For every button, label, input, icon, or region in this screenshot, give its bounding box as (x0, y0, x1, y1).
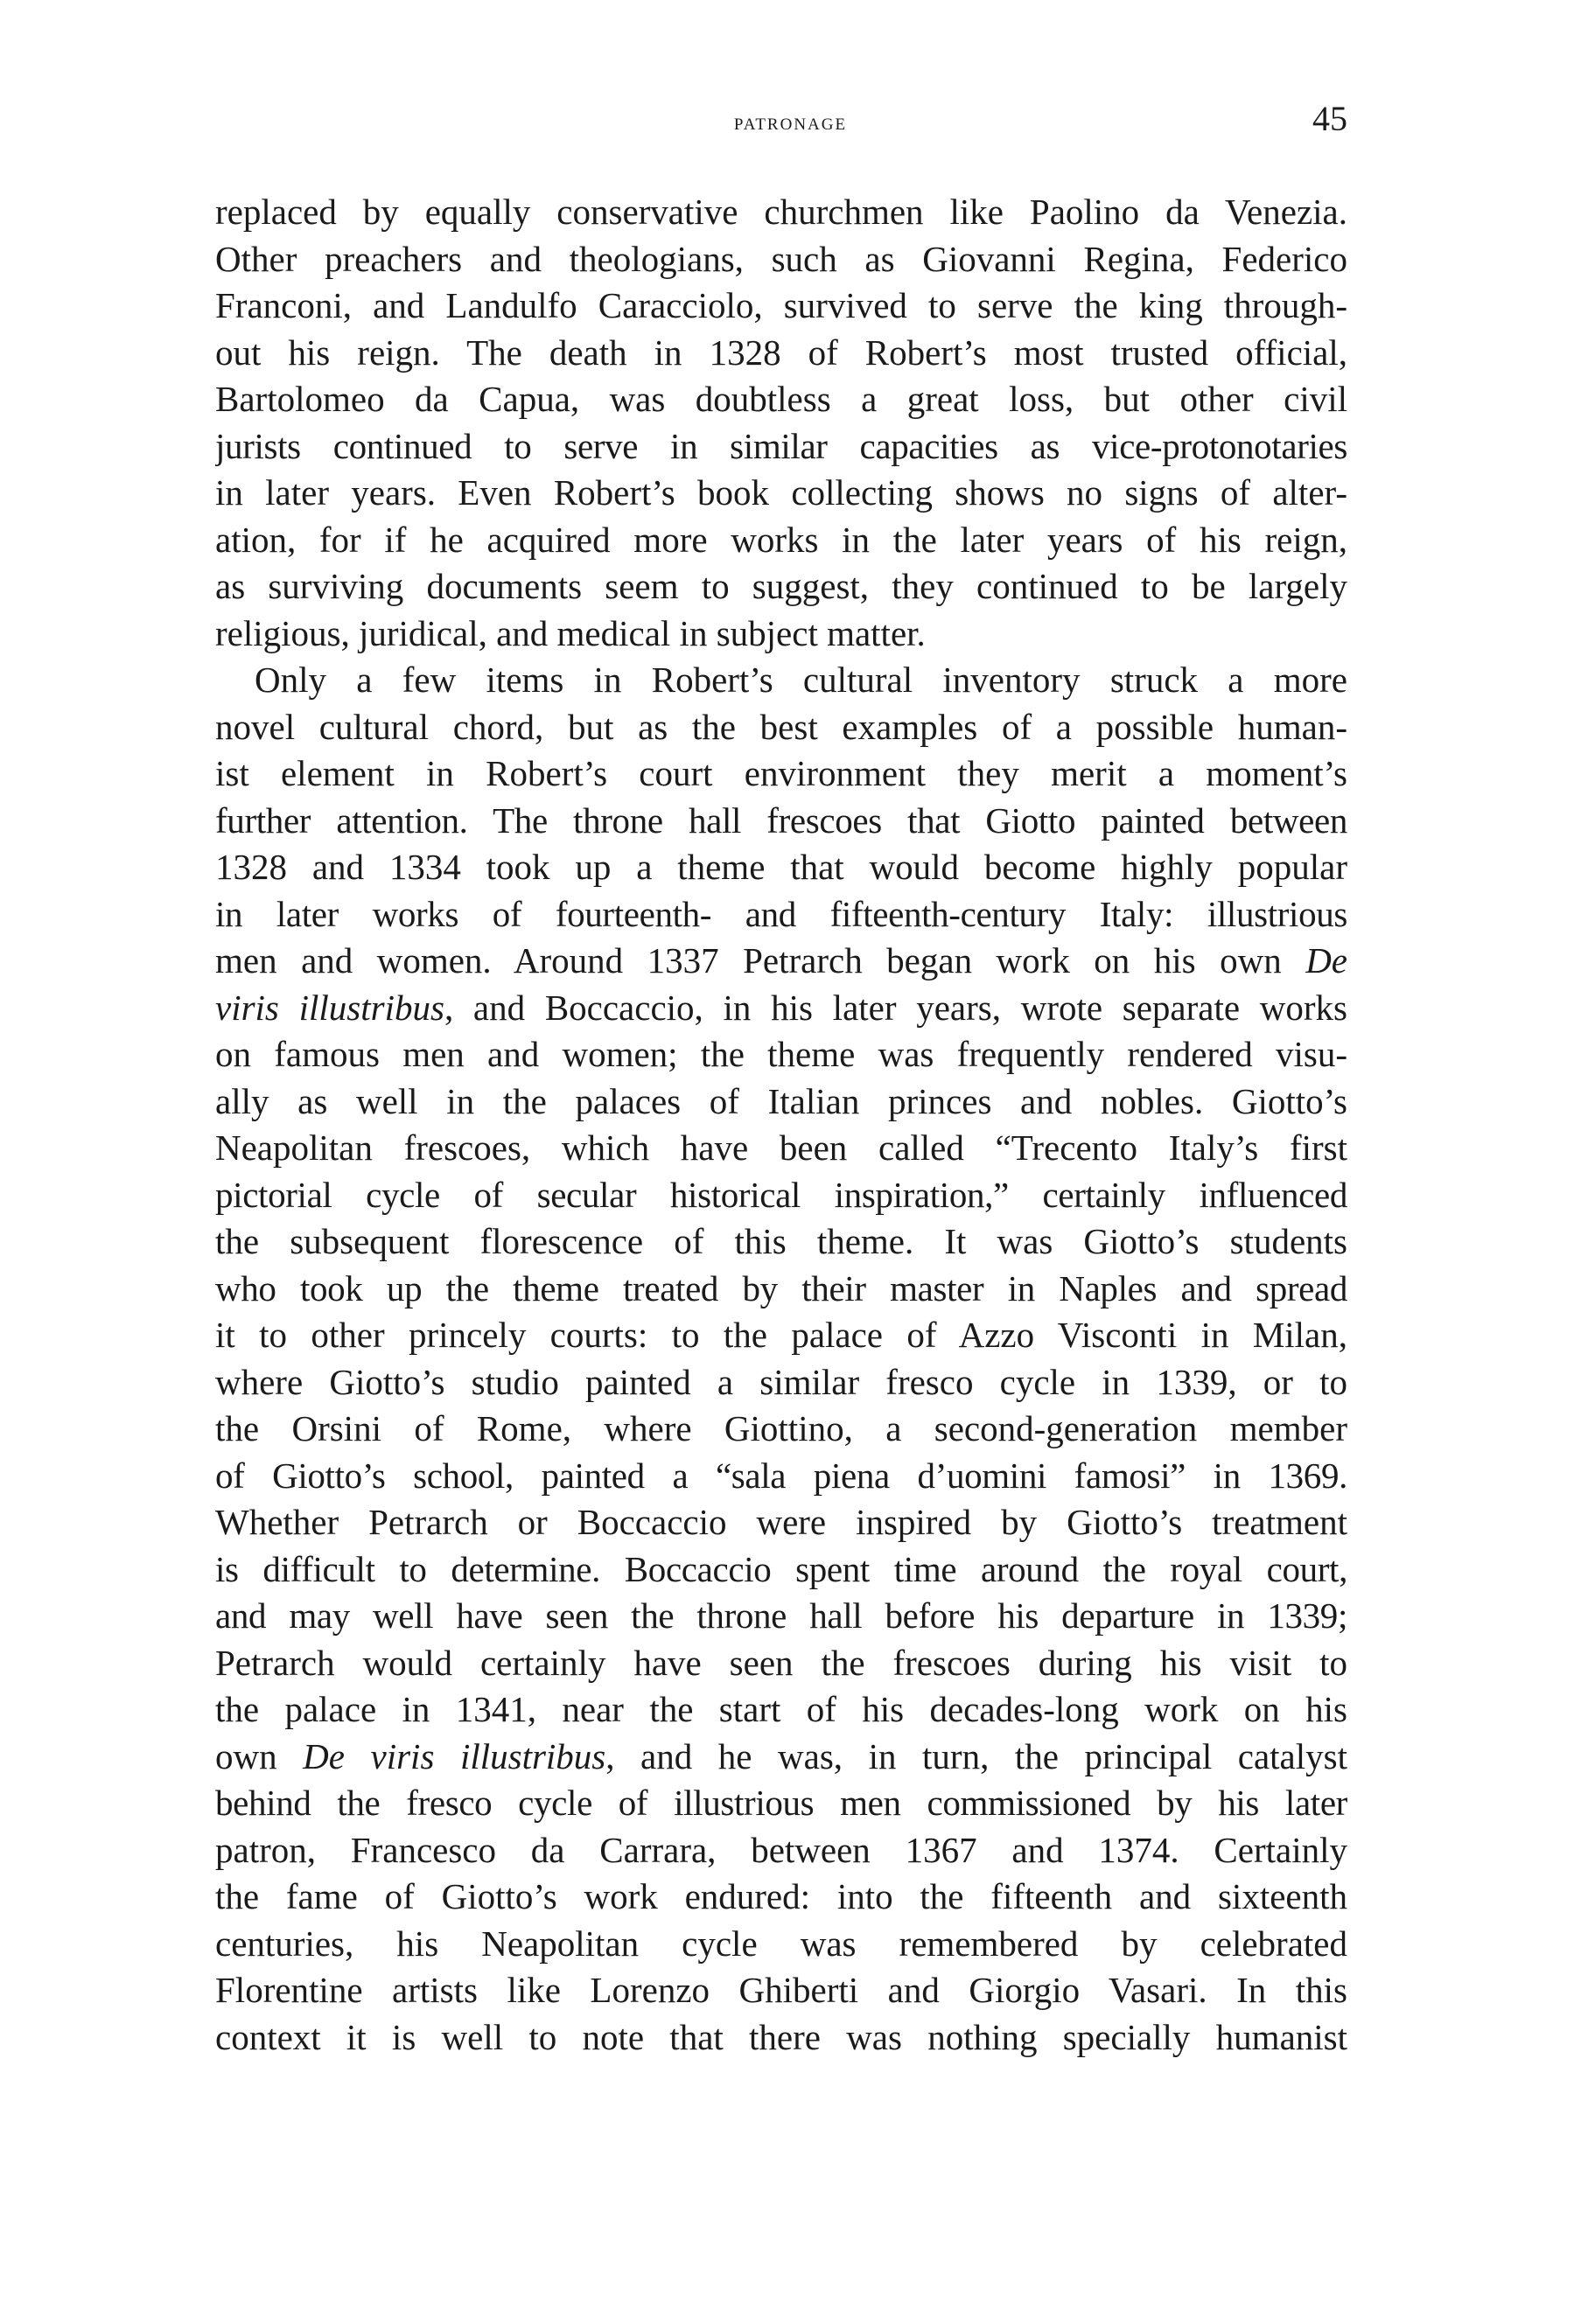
text-line: religious, juridical, and medical in subject matter. (215, 612, 926, 653)
paragraph-2 (215, 657, 1347, 2061)
text-run: , and he was, in turn, the principal catalyst (605, 1735, 1347, 1776)
text-line: Neapolitan frescoes, which have been called “Trecento Italy’s first (215, 1127, 1347, 1168)
text-line: out his reign. The death in 1328 of Robert’s most trusted official, (215, 332, 1347, 373)
text-line: and may well have seen the throne hall before his departure in 1339; (215, 1595, 1347, 1636)
body-text (215, 189, 1347, 2061)
text-line: ist element in Robert’s court environment they merit a moment’s (215, 753, 1347, 793)
text-line: centuries, his Neapolitan cycle was remembered by celebrated (215, 1923, 1347, 1964)
text-line: Petrarch would certainly have seen the frescoes during his visit to (215, 1642, 1347, 1683)
text-line: in later works of fourteenth- and fifteenth-century Italy: illustrious (215, 893, 1347, 934)
text-line: Bartolomeo da Capua, was doubtless a great loss, but other civil (215, 379, 1347, 419)
text-line: context it is well to note that there was nothing specially humanist (215, 2016, 1347, 2057)
text-run: , and Boccaccio, in his later years, wrote separate works (444, 987, 1347, 1028)
text-line: Florentine artists like Lorenzo Ghiberti and Giorgio Vasari. In this (215, 1970, 1347, 2010)
text-line: jurists continued to serve in similar capacities as vice-protonotaries (215, 425, 1347, 466)
text-line: further attention. The throne hall frescoes that Giotto painted between (215, 799, 1347, 841)
text-line: is difficult to determine. Boccaccio spent time around the royal court, (215, 1548, 1347, 1589)
text-line: patron, Francesco da Carrara, between 1367 and 1374. Certainly (215, 1829, 1347, 1870)
text-line (215, 1734, 1347, 1781)
text-line: the subsequent florescence of this theme. It was Giotto’s students (215, 1221, 1347, 1261)
text-line: as surviving documents seem to suggest, they continued to be largely (215, 566, 1347, 606)
text-line: 1328 and 1334 took up a theme that would become highly popular (215, 847, 1347, 887)
text-line: who took up the theme treated by their master in Naples and spread (215, 1267, 1347, 1309)
text-line: of Giotto’s school, painted a “sala piena d’uomini famosi” in 1369. (215, 1455, 1347, 1496)
text-line: behind the fresco cycle of illustrious men commissioned by his later (215, 1783, 1347, 1823)
text-line: Whether Petrarch or Boccaccio were inspired by Giotto’s treatment (215, 1502, 1347, 1542)
text-run: own (215, 1735, 277, 1776)
text-line: the palace in 1341, near the start of his decades-long work on his (215, 1689, 1347, 1729)
running-title: patronage (733, 108, 848, 135)
paragraph-1 (215, 189, 1347, 657)
text-line: Franconi, and Landulfo Caracciolo, survived to serve the king through- (215, 285, 1347, 325)
text-line: pictorial cycle of secular historical inspiration,” certainly influenced (215, 1174, 1347, 1215)
text-line: the Orsini of Rome, where Giottino, a second-generation member (215, 1408, 1347, 1448)
italic-title: viris illustribus (215, 987, 444, 1028)
text-line: Only a few items in Robert’s cultural inventory struck a more (255, 660, 1347, 700)
text-line: where Giotto’s studio painted a similar fresco cycle in 1339, or to (215, 1361, 1347, 1402)
text-line: ation, for if he acquired more works in the later years of his reign, (215, 519, 1347, 560)
text-line: replaced by equally conservative churchmen like Paolino da Venezia. (215, 192, 1347, 232)
text-run: men and women. Around 1337 Petrarch began work on his own (215, 940, 1282, 981)
text-line: in later years. Even Robert’s book collecting shows no signs of alter- (215, 472, 1347, 513)
text-line (215, 985, 1347, 1032)
text-line: Other preachers and theologians, such as Giovanni Regina, Federico (215, 238, 1347, 279)
italic-title: De (1305, 940, 1347, 981)
running-head (0, 98, 1581, 150)
text-line: novel cultural chord, but as the best examples of a possible human- (215, 706, 1347, 747)
text-line: it to other princely courts: to the palace of Azzo Visconti in Milan, (215, 1315, 1347, 1355)
page-number: 45 (1312, 99, 1347, 138)
text-line (215, 938, 1347, 985)
text-line: on famous men and women; the theme was frequently rendered visu- (215, 1034, 1347, 1074)
text-line: the fame of Giotto’s work endured: into the fifteenth and sixteenth (215, 1876, 1347, 1916)
italic-title: De viris illustribus (303, 1735, 606, 1776)
text-line: ally as well in the palaces of Italian princes and nobles. Giotto’s (215, 1080, 1347, 1121)
